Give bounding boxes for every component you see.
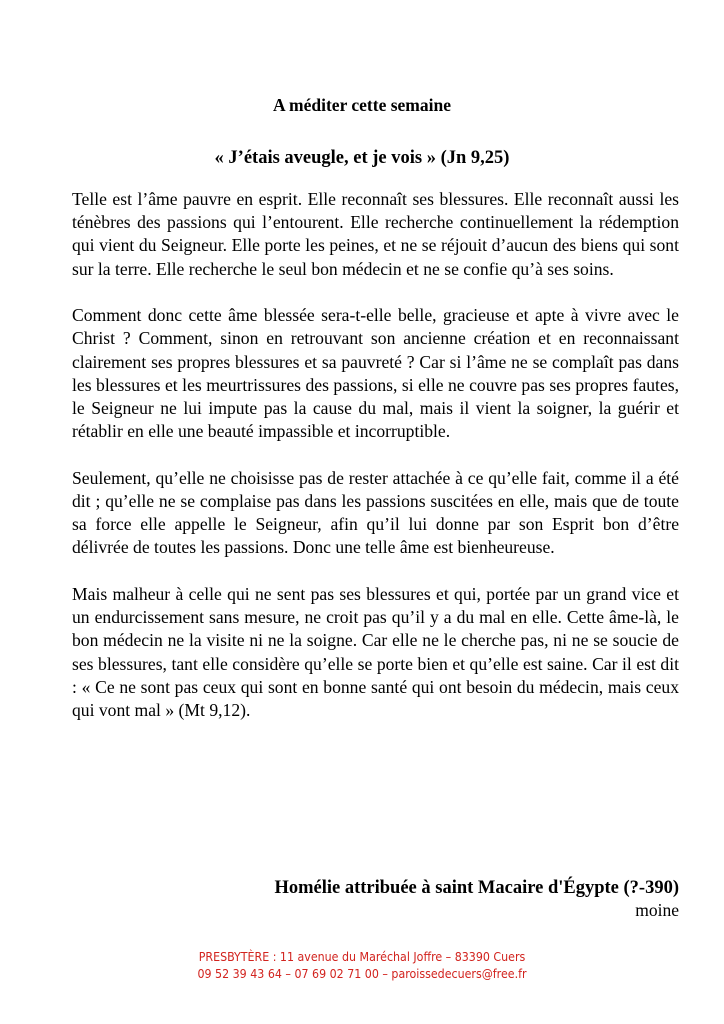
attribution-author: Homélie attribuée à saint Macaire d'Égypte (?-390) xyxy=(274,878,679,898)
page-heading: A méditer cette semaine xyxy=(272,95,451,115)
scripture-verse: « J’étais aveugle, et je vois » (Jn 9,25) xyxy=(214,148,510,168)
meditation-text xyxy=(72,188,679,746)
footer-address: PRESBYTÈRE : 11 avenue du Maréchal Joffre – 83390 Cuers xyxy=(198,950,526,964)
parish-footer xyxy=(0,949,724,983)
footer-contact: 09 52 39 43 64 – 07 69 02 71 00 – paroissedecuers@free.fr xyxy=(197,967,527,981)
paragraph-3: Seulement, qu’elle ne choisisse pas de rester attachée à ce qu’elle fait, comme il a été dit ; qu’elle ne se complaise pas dans les passions suscitées en elle, mais que de toute sa force elle appelle le Seigneur, afin qu’il lui donne par son Esprit bon d’être délivrée de toutes les passions. Donc une telle âme est bienheureuse. xyxy=(72,467,679,558)
paragraph-1: Telle est l’âme pauvre en esprit. Elle reconnaît ses blessures. Elle reconnaît aussi les ténèbres des passions qui l’entourent. Elle recherche continuellement la rédemption qui vient du Seigneur. Elle porte les peines, et ne se réjouit d’aucun des biens qui sont sur la terre. Elle recherche le seul bon médecin et ne se confie qu’à ses soins. xyxy=(72,189,679,279)
paragraph-4: Mais malheur à celle qui ne sent pas ses blessures et qui, portée par un grand vice et un endurcissement sans mesure, ne croit pas qu’il y a du mal en elle. Cette âme-là, le bon médecin ne la visite ni ne la soigne. Car elle ne le cherche pas, ni ne se soucie de ses blessures, tant elle considère qu’elle se porte bien et qu’elle est saine. Car il est dit : « Ce ne sont pas ceux qui sont en bonne santé qui ont besoin du médecin, mais ceux qui vont mal » (Mt 9,12). xyxy=(72,584,679,721)
attribution-role: moine xyxy=(635,900,679,920)
paragraph-2: Comment donc cette âme blessée sera-t-elle belle, gracieuse et apte à vivre avec le Christ ? Comment, sinon en retrouvant son ancienne création et en reconnaissant clairement ses propres blessures et sa pauvreté ? Car si l’âme ne se complaît pas dans les blessures et les meurtrissures des passions, si elle ne couvre pas ses propres fautes, le Seigneur ne lui impute pas la cause du mal, mais il vient la soigner, la guérir et rétablir en elle une beauté impassible et incorruptible. xyxy=(72,305,679,442)
